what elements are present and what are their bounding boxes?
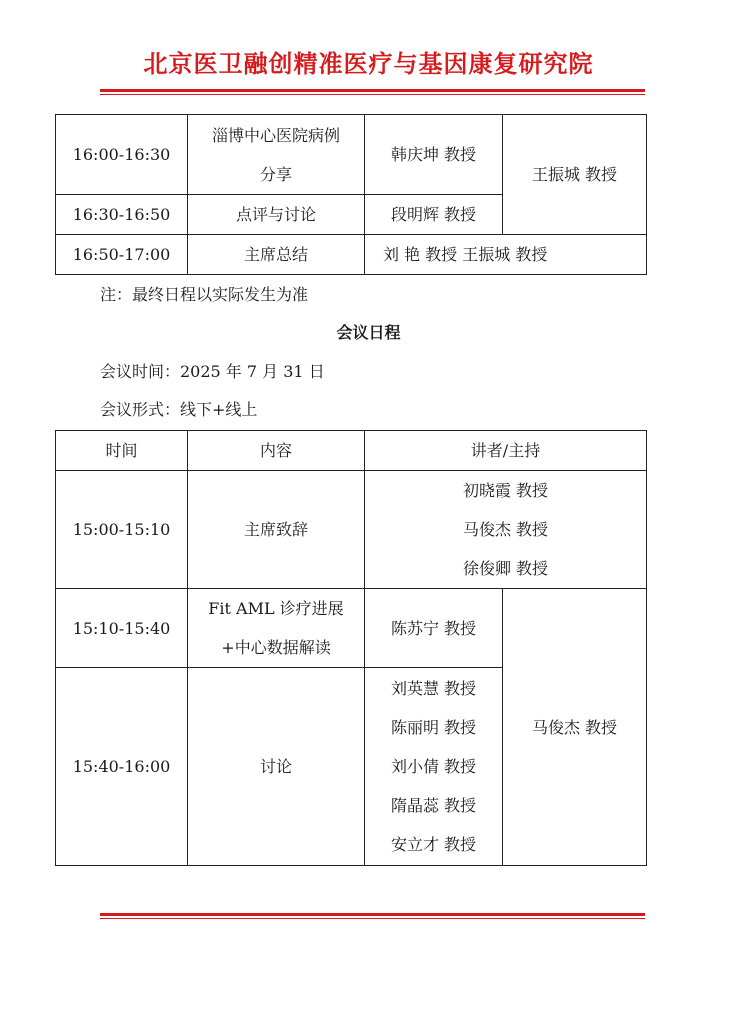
content-cell: Fit AML 诊疗进展 +中心数据解读 <box>188 589 365 668</box>
header-content: 内容 <box>188 431 365 471</box>
schedule-note: 注：最终日程以实际发生为准 <box>100 285 309 304</box>
header-time: 时间 <box>56 431 188 471</box>
table-header-row <box>56 431 647 471</box>
time-cell: 16:30-16:50 <box>56 195 188 235</box>
header-speaker: 讲者/主持 <box>365 431 647 471</box>
speaker-cell: 刘 艳 教授 王振城 教授 <box>365 235 647 275</box>
time-cell: 16:00-16:30 <box>56 115 188 195</box>
table-row <box>56 235 647 275</box>
time-cell: 15:40-16:00 <box>56 668 188 866</box>
meeting-format: 会议形式：线下+线上 <box>100 400 258 419</box>
table-row <box>56 589 647 668</box>
table-row <box>56 471 647 589</box>
speaker-cell: 韩庆坤 教授 <box>365 115 503 195</box>
section-title: 会议日程 <box>336 323 401 342</box>
page-title: 北京医卫融创精准医疗与基因康复研究院 <box>143 50 594 78</box>
footer-rule <box>100 913 645 919</box>
host-cell: 马俊杰 教授 <box>503 589 647 866</box>
content-cell: 主席致辞 <box>188 471 365 589</box>
schedule-table <box>55 430 647 866</box>
speaker-cell: 段明辉 教授 <box>365 195 503 235</box>
time-cell: 16:50-17:00 <box>56 235 188 275</box>
content-cell: 淄博中心医院病例 分享 <box>188 115 365 195</box>
speaker-cell: 初晓霞 教授 马俊杰 教授 徐俊卿 教授 <box>365 471 647 589</box>
time-cell: 15:10-15:40 <box>56 589 188 668</box>
header-rule <box>100 89 645 95</box>
speaker-cell: 陈苏宁 教授 <box>365 589 503 668</box>
host-cell: 王振城 教授 <box>503 115 647 235</box>
schedule-table-continued <box>55 114 647 275</box>
table-row <box>56 115 647 195</box>
speaker-cell: 刘英慧 教授 陈丽明 教授 刘小倩 教授 隋晶蕊 教授 安立才 教授 <box>365 668 503 866</box>
content-cell: 点评与讨论 <box>188 195 365 235</box>
content-cell: 讨论 <box>188 668 365 866</box>
content-cell: 主席总结 <box>188 235 365 275</box>
meeting-time: 会议时间：2025 年 7 月 31 日 <box>100 362 325 381</box>
time-cell: 15:00-15:10 <box>56 471 188 589</box>
